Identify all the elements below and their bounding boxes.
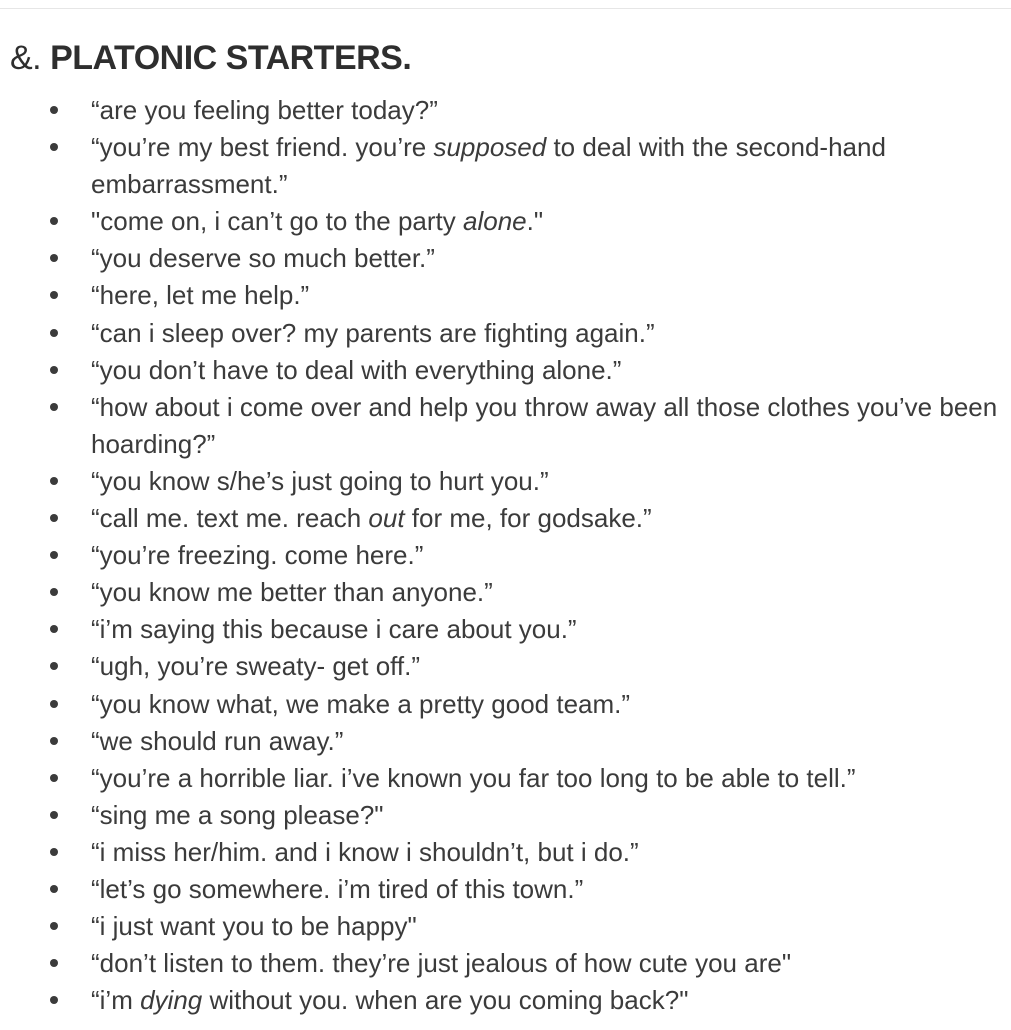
- bullet-icon: [50, 588, 58, 596]
- list-item: [0, 352, 1000, 389]
- page-title: [10, 38, 411, 78]
- starter-list: [0, 92, 1000, 1019]
- bullet-icon: [50, 106, 58, 114]
- bullet-icon: [50, 811, 58, 819]
- list-item: [0, 500, 1000, 537]
- bullet-icon: [50, 662, 58, 670]
- item-text: “how about i come over and help you throw away all those clothes you’ve been hoarding?”: [91, 391, 998, 459]
- list-item: [0, 277, 1000, 314]
- item-text: “i’m: [91, 985, 141, 1016]
- item-text: to deal with the second-hand embarrassment.”: [91, 132, 886, 200]
- list-item: [0, 834, 1000, 871]
- item-text: “sing me a song please?": [91, 799, 384, 830]
- list-item: [0, 315, 1000, 352]
- emphasis-text: out: [368, 503, 405, 534]
- list-item: [0, 723, 1000, 760]
- list-item: [0, 760, 1000, 797]
- title-text: PLATONIC STARTERS.: [50, 39, 412, 77]
- bullet-icon: [50, 291, 58, 299]
- item-text: “you deserve so much better.”: [91, 243, 435, 274]
- list-item: [0, 463, 1000, 500]
- bullet-icon: [50, 737, 58, 745]
- list-item: [0, 537, 1000, 574]
- item-text: “you’re my best friend. you’re: [91, 132, 434, 163]
- item-text: “i miss her/him. and i know i shouldn’t, but i do.”: [91, 836, 639, 867]
- bullet-icon: [50, 885, 58, 893]
- bullet-icon: [50, 329, 58, 337]
- bullet-icon: [50, 551, 58, 559]
- item-text: “let’s go somewhere. i’m tired of this town.”: [91, 873, 584, 904]
- bullet-icon: [50, 959, 58, 967]
- item-text: “are you feeling better today?”: [91, 95, 438, 125]
- item-text: “you’re freezing. come here.”: [91, 540, 424, 571]
- list-item: [0, 945, 1000, 982]
- bullet-icon: [50, 403, 58, 411]
- item-text: “i just want you to be happy": [91, 911, 417, 942]
- list-item: [0, 240, 1000, 277]
- item-text: “you know me better than anyone.”: [91, 577, 493, 608]
- list-item: [0, 92, 1000, 129]
- item-text: "come on, i can’t go to the party: [91, 206, 463, 237]
- bullet-icon: [50, 922, 58, 930]
- item-text: “don’t listen to them. they’re just jealous of how cute you are": [91, 948, 792, 979]
- list-item: [0, 686, 1000, 723]
- emphasis-text: alone: [463, 206, 527, 237]
- list-item: [0, 129, 1000, 203]
- bullet-icon: [50, 625, 58, 633]
- item-text: “here, let me help.”: [91, 280, 310, 311]
- list-item: [0, 648, 1000, 685]
- item-text: “you know s/he’s just going to hurt you.”: [91, 465, 549, 496]
- item-text: “i’m saying this because i care about you.”: [91, 614, 577, 645]
- bullet-icon: [50, 217, 58, 225]
- item-text: “we should run away.”: [91, 725, 344, 756]
- bullet-icon: [50, 996, 58, 1004]
- item-text: for me, for godsake.”: [404, 503, 652, 534]
- list-item: [0, 389, 1000, 463]
- emphasis-text: dying: [140, 985, 203, 1016]
- item-text: “you’re a horrible liar. i’ve known you far too long to be able to tell.”: [91, 762, 856, 793]
- list-item: [0, 203, 1000, 240]
- list-item: [0, 871, 1000, 908]
- bullet-icon: [50, 366, 58, 374]
- item-text: “can i sleep over? my parents are fighting again.”: [91, 317, 655, 348]
- bullet-icon: [50, 514, 58, 522]
- bullet-icon: [50, 143, 58, 151]
- bullet-icon: [50, 254, 58, 262]
- title-prefix: &.: [10, 39, 42, 77]
- item-text: “ugh, you’re sweaty- get off.”: [91, 651, 421, 682]
- list-item: [0, 611, 1000, 648]
- item-text: .": [526, 206, 544, 237]
- bullet-icon: [50, 774, 58, 782]
- list-item: [0, 908, 1000, 945]
- bullet-icon: [50, 700, 58, 708]
- list-item: [0, 797, 1000, 834]
- list-item: [0, 574, 1000, 611]
- bullet-icon: [50, 848, 58, 856]
- bullet-icon: [50, 477, 58, 485]
- item-text: “you don’t have to deal with everything alone.”: [91, 354, 622, 385]
- item-text: “call me. text me. reach: [91, 503, 369, 534]
- list-item: [0, 982, 1000, 1019]
- item-text: without you. when are you coming back?": [202, 985, 689, 1016]
- emphasis-text: supposed: [433, 132, 547, 163]
- item-text: “you know what, we make a pretty good team.”: [91, 688, 631, 719]
- top-divider: [0, 8, 1011, 9]
